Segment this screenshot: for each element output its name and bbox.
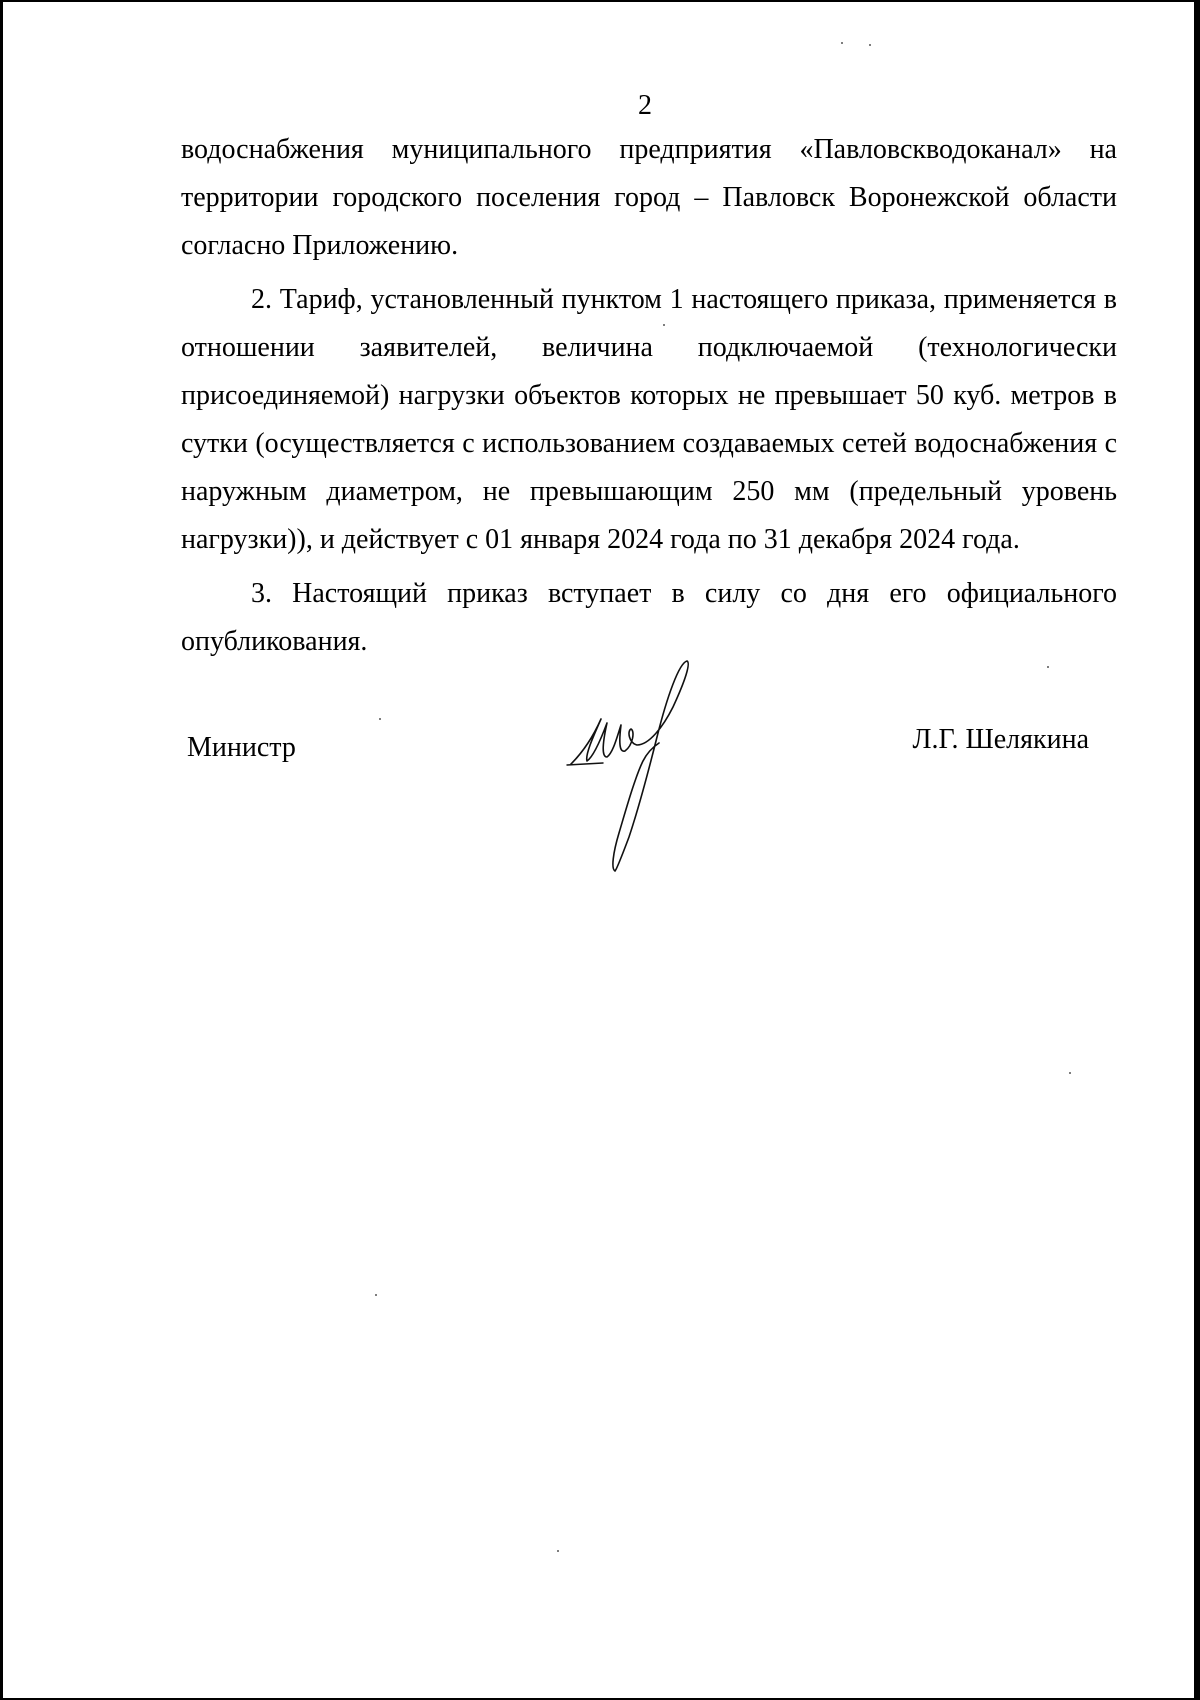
handwritten-signature [563, 657, 733, 877]
scan-speck [379, 718, 381, 720]
scan-speck [1069, 1072, 1071, 1074]
paragraph-item-2: 2. Тариф, установленный пунктом 1 настоящего приказа, применяется в отношении заявителей, величина подключаемой (технологически присоединяемой) нагрузки объектов которых не превышает 50 куб. метров в сутки (осуществляется с использованием создаваемых сетей водоснабжения с наружным диаметром, не превышающим 250 мм (предельный уровень нагрузки)), и действует с 01 января 2024 года по 31 декабря 2024 года. [181, 284, 1117, 555]
signer-name: Л.Г. Шелякина [912, 724, 1089, 755]
scan-speck [1047, 666, 1049, 668]
paragraph-item-3: 3. Настоящий приказ вступает в силу со дня его официального опубликования. [181, 578, 1117, 657]
page-number: 2 [638, 90, 652, 121]
scan-speck [869, 44, 871, 46]
scan-speck [663, 324, 665, 326]
scan-speck [375, 1294, 377, 1296]
signer-title: Министр [187, 732, 296, 763]
paragraph-continuation: водоснабжения муниципального предприятия «Павловскводоканал» на территории городского поселения город – Павловск Воронежской области согласно Приложению. [181, 134, 1117, 261]
scan-speck [841, 42, 843, 44]
scan-speck [557, 1550, 559, 1552]
document-body [181, 126, 1117, 672]
